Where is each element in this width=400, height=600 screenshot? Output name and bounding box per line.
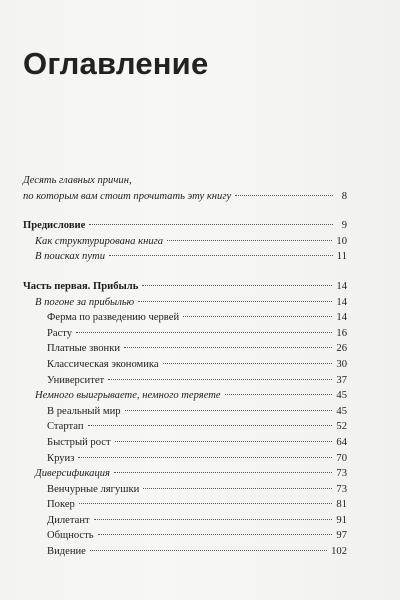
toc-entry	[23, 528, 347, 544]
leader-dots	[143, 488, 332, 489]
leader-dots	[109, 255, 333, 256]
toc-page-number: 14	[336, 296, 347, 308]
toc-entry-label: Видение	[47, 546, 86, 558]
toc-entry	[23, 373, 347, 389]
toc-page-number: 102	[331, 546, 347, 558]
toc-page-number: 14	[336, 280, 347, 292]
toc-entry-label: Предисловие	[23, 220, 86, 232]
toc-section	[23, 388, 347, 404]
leader-dots	[88, 425, 333, 426]
toc-entry-label: В поисках пути	[35, 251, 105, 263]
toc-page-number: 81	[336, 499, 347, 511]
section-gap	[23, 204, 347, 218]
leader-dots	[114, 472, 332, 473]
toc-entry-label: Университет	[47, 374, 105, 386]
toc-entry-label: Платные звонки	[47, 343, 121, 355]
leader-dots	[138, 301, 332, 302]
toc-entry	[23, 341, 347, 357]
leader-dots	[94, 519, 333, 520]
leader-dots	[167, 240, 332, 241]
leader-dots	[163, 363, 333, 364]
page-title: Оглавление	[23, 46, 209, 81]
leader-dots	[108, 379, 332, 380]
toc-entry	[23, 404, 347, 420]
leader-dots	[79, 503, 333, 504]
toc-entry-label: Дилетант	[47, 514, 90, 526]
toc-section	[23, 295, 347, 311]
toc-page-number: 8	[341, 190, 347, 202]
toc-entry-label: В погоне за прибылью	[35, 296, 135, 308]
toc-entry-label: Быстрый рост	[47, 436, 111, 448]
toc-entry	[23, 234, 347, 250]
toc-entry	[23, 419, 347, 435]
toc-entry-label: Классическая экономика	[47, 358, 159, 370]
leader-dots	[125, 410, 333, 411]
toc-page-number: 14	[336, 312, 347, 324]
toc-entry	[23, 435, 347, 451]
toc-entry-label: Диверсификация	[35, 468, 110, 480]
toc-page-number: 64	[336, 436, 347, 448]
toc-page-number: 45	[336, 405, 347, 417]
leader-dots	[124, 347, 332, 348]
toc-entry-label: Как структурирована книга	[35, 235, 164, 247]
toc-page-number: 16	[336, 327, 347, 339]
leader-dots	[183, 316, 332, 317]
toc-page-number: 10	[336, 235, 347, 247]
toc-entry-label: Стартап	[47, 421, 84, 433]
toc-section	[23, 466, 347, 482]
leader-dots	[89, 224, 333, 225]
leader-dots	[115, 441, 333, 442]
toc-page-number: 73	[336, 468, 347, 480]
toc-entry	[23, 310, 347, 326]
toc-entry	[23, 513, 347, 529]
toc-page-number: 37	[336, 374, 347, 386]
toc-entry-intro	[23, 189, 347, 205]
toc-entry-label: Венчурные лягушки	[47, 483, 140, 495]
leader-dots	[76, 332, 332, 333]
toc-entry-label: В реальный мир	[47, 405, 121, 417]
toc-entry	[23, 482, 347, 498]
toc-entry	[23, 249, 347, 265]
toc-entry-label: Часть первая. Прибыль	[23, 280, 139, 292]
toc-intro-line-1: Десять главных причин,	[23, 175, 132, 186]
toc-entry	[23, 357, 347, 373]
leader-dots	[225, 394, 333, 395]
toc-entry	[23, 544, 347, 560]
toc-page-number: 9	[341, 220, 347, 232]
leader-dots	[142, 285, 332, 286]
toc-page-number: 11	[336, 251, 347, 263]
toc-page-number: 26	[336, 343, 347, 355]
leader-dots	[98, 534, 333, 535]
toc-entry-part1	[23, 279, 347, 295]
toc-page-number: 91	[336, 514, 347, 526]
section-gap	[23, 265, 347, 279]
toc-entry-label: Покер	[47, 499, 75, 511]
toc-page-number: 73	[336, 483, 347, 495]
toc-page-number: 52	[336, 421, 347, 433]
toc-page-number: 70	[336, 452, 347, 464]
toc-entry	[23, 497, 347, 513]
toc-entry-label: Немного выигрываете, немного теряете	[35, 390, 221, 402]
leader-dots	[90, 550, 327, 551]
toc-page-number: 45	[336, 390, 347, 402]
toc-page-number: 97	[336, 530, 347, 542]
toc-entry-label: Расту	[47, 327, 73, 339]
toc-entry-preface	[23, 218, 347, 234]
toc-entry-label: Общность	[47, 530, 94, 542]
toc-entry-label: Ферма по разведению червей	[47, 312, 180, 324]
toc-page-number: 30	[336, 358, 347, 370]
table-of-contents	[23, 173, 347, 560]
toc-entry	[23, 451, 347, 467]
toc-entry	[23, 326, 347, 342]
toc-entry-label: Круиз	[47, 452, 75, 464]
leader-dots	[235, 195, 333, 196]
leader-dots	[78, 457, 332, 458]
toc-entry-label: по которым вам стоит прочитать эту книгу	[23, 190, 232, 202]
